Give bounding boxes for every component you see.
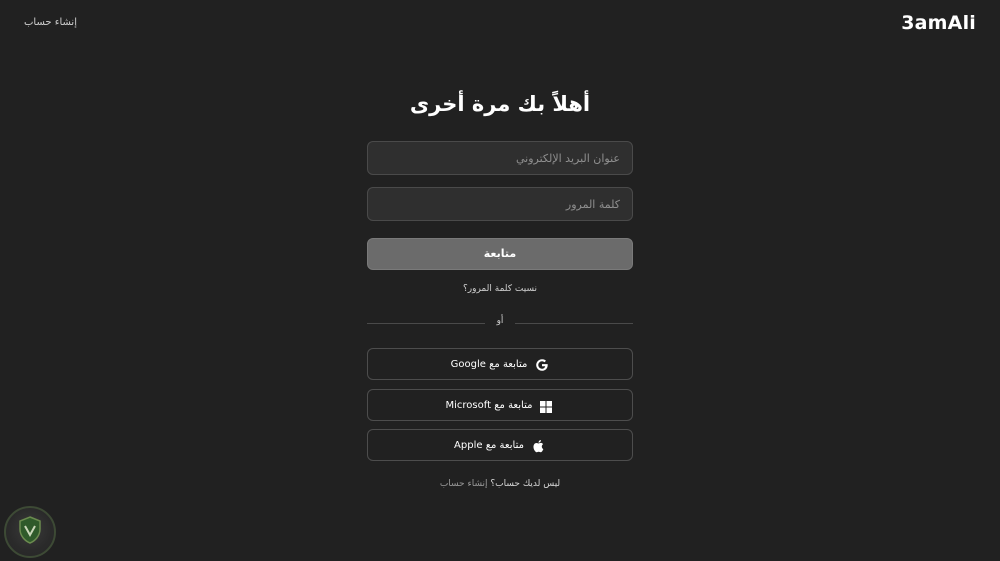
divider-text: أو — [496, 316, 504, 326]
google-login-label: متابعة مع Google — [450, 358, 528, 370]
signup-link-bottom[interactable]: إنشاء حساب — [439, 479, 488, 489]
divider-line-right — [515, 323, 633, 324]
microsoft-login-label: متابعة مع Microsoft — [445, 399, 533, 411]
apple-icon — [532, 438, 546, 452]
brand-logo[interactable]: 3amAli — [901, 12, 976, 34]
microsoft-icon — [540, 398, 554, 412]
password-input[interactable] — [367, 187, 633, 221]
apple-login-button[interactable] — [367, 429, 633, 461]
email-input[interactable] — [367, 141, 633, 175]
microsoft-login-button[interactable] — [367, 389, 633, 421]
apple-login-label: متابعة مع Apple — [454, 439, 524, 451]
forgot-password-link[interactable]: نسيت كلمة المرور؟ — [463, 284, 537, 294]
signup-prompt-text: ليس لديك حساب؟ — [490, 479, 561, 489]
google-login-button[interactable] — [367, 348, 633, 380]
google-icon — [535, 357, 549, 371]
or-divider — [367, 315, 633, 331]
signup-prompt — [300, 479, 700, 489]
page-title: أهلاً بك مرة أخرى — [409, 92, 591, 116]
signup-link-top[interactable]: إنشاء حساب — [24, 17, 77, 28]
shield-icon — [18, 516, 42, 544]
watermark-badge — [4, 506, 56, 558]
top-bar — [0, 0, 1000, 48]
continue-button[interactable]: متابعة — [367, 238, 633, 270]
